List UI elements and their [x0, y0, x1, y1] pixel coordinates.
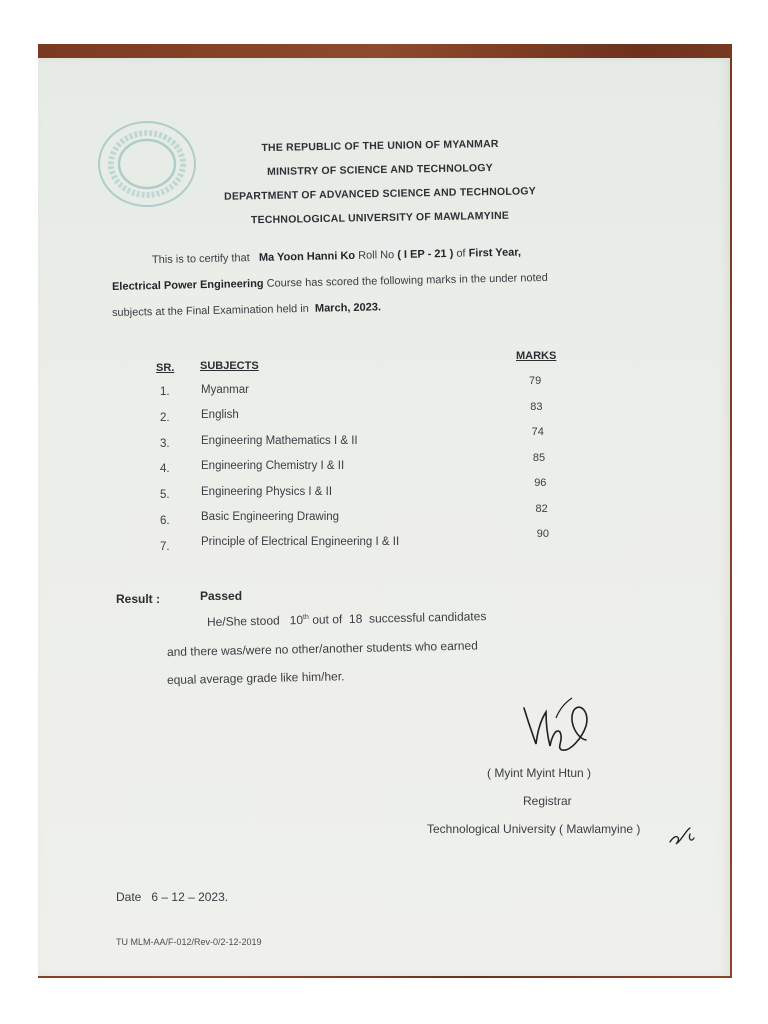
institution-name: Technological University ( Mawlamyine )	[427, 822, 641, 836]
row-mark: 96	[534, 477, 547, 489]
study-year: First Year,	[468, 246, 522, 260]
stood-prefix: He/She stood	[206, 613, 280, 629]
no-other-line: and there was/were no other/another students who earned	[166, 638, 478, 659]
rank-suffix: th	[302, 613, 309, 621]
row-mark: 79	[529, 375, 542, 387]
subjects-header: SUBJECTS	[200, 360, 259, 372]
form-reference: TU MLM-AA/F-012/Rev-0/2-12-2019	[116, 937, 262, 947]
row-sr-number: 7.	[160, 540, 170, 553]
row-sr-number: 3.	[160, 437, 170, 450]
result-status: Passed	[200, 589, 243, 603]
exam-text: subjects at the Final Examination held in	[111, 302, 309, 319]
row-subject: English	[201, 409, 239, 422]
certification-paragraph	[112, 248, 652, 326]
out-of-text: out of	[312, 612, 343, 627]
exam-date: March, 2023.	[314, 301, 382, 315]
cert-intro: This is to certify that	[151, 252, 250, 267]
date-label: Date	[116, 890, 142, 904]
course-name: Electrical Power Engineering	[111, 277, 264, 293]
heading-department: DEPARTMENT OF ADVANCED SCIENCE AND TECHNOLOGY	[224, 185, 536, 203]
registrar-name: ( Myint Myint Htun )	[487, 766, 592, 780]
row-mark: 82	[535, 502, 548, 515]
row-sr-number: 2.	[160, 411, 170, 424]
registrar-title: Registrar	[523, 794, 572, 808]
row-sr-number: 4.	[160, 463, 170, 476]
heading-republic: THE REPUBLIC OF THE UNION OF MYANMAR	[261, 137, 499, 155]
row-subject: Engineering Physics I & II	[201, 485, 333, 498]
rank-value: 10	[289, 612, 304, 628]
course-text: Course has scored the following marks in the under noted	[266, 271, 548, 290]
heading-university: TECHNOLOGICAL UNIVERSITY OF MAWLAMYINE	[250, 209, 510, 227]
average-grade-line: equal average grade like him/her.	[166, 669, 345, 687]
row-sr-number: 1.	[160, 386, 170, 398]
marks-header: MARKS	[516, 350, 557, 362]
heading-ministry: MINISTRY OF SCIENCE AND TECHNOLOGY	[267, 162, 493, 178]
student-name: Ma Yoon Hanni Ko	[258, 249, 356, 264]
row-mark: 85	[532, 451, 546, 464]
candidates-text: successful candidates	[368, 609, 487, 626]
date-value: 6 – 12 – 2023.	[151, 890, 229, 904]
cert-of: of	[456, 247, 466, 260]
row-subject: Engineering Mathematics I & II	[201, 434, 358, 447]
roll-label: Roll No	[358, 249, 395, 262]
registrar-signature	[516, 688, 596, 768]
sr-header: SR.	[156, 362, 175, 374]
issue-date	[116, 890, 228, 904]
row-mark: 90	[536, 528, 550, 540]
total-candidates: 18	[348, 611, 363, 627]
row-subject: Principle of Electrical Engineering I & II	[201, 536, 400, 549]
row-mark: 74	[531, 426, 544, 438]
university-seal-stamp	[96, 118, 198, 210]
row-sr-number: 5.	[160, 489, 170, 502]
row-subject: Myanmar	[201, 384, 249, 396]
document-heading	[200, 134, 560, 230]
row-subject: Engineering Chemistry I & II	[201, 460, 345, 473]
row-mark: 83	[530, 400, 543, 413]
row-sr-number: 6.	[160, 515, 170, 527]
roll-number: ( I EP - 21 )	[397, 247, 454, 262]
initial-signature	[666, 820, 696, 848]
row-subject: Basic Engineering Drawing	[201, 511, 340, 523]
result-label: Result :	[116, 592, 161, 606]
